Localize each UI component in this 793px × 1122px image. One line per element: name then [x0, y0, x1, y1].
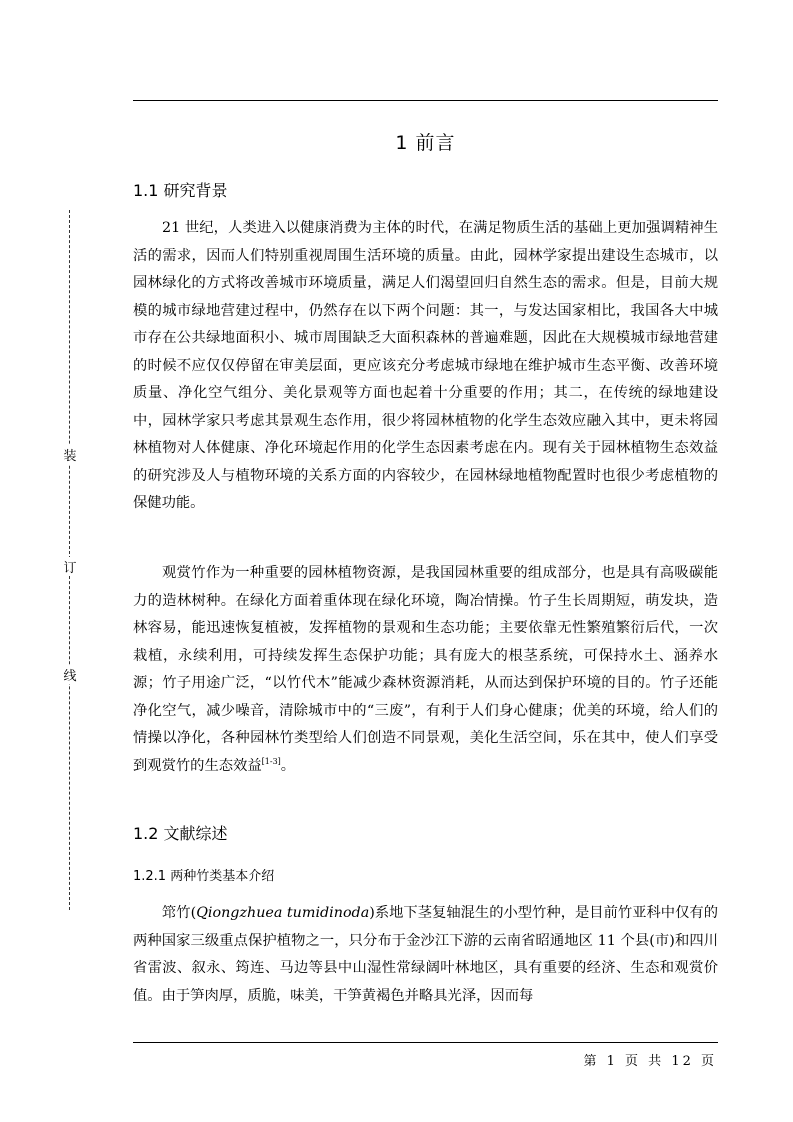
- paragraph-background: 21 世纪，人类进入以健康消费为主体的时代，在满足物质生活的基础上更加强调精神生活的需求，因而人们特别重视周围生活环境的质量。由此，园林学家提出建设生态城市，以园林绿化的方式将改善城市环境质量，满足人们渴望回归自然生态的需求。但是，目前大规模的城市绿地营建过程中，仍然存在以下两个问题：其一，与发达国家相比，我国各大中城市存在公共绿地面积小、城市周围缺乏大面积森林的普遍难题，因此在大规模城市绿地营建的时候不应仅仅停留在审美层面，更应该充分考虑城市绿地在维护城市生态平衡、改善环境质量、净化空气组分、美化景观等方面也起着十分重要的作用；其二，在传统的绿地建设中，园林学家只考虑其景观生态作用，很少将园林植物的化学生态效应融入其中，更未将园林植物对人体健康、净化环境起作用的化学生态因素考虑在内。现有关于园林植物生态效益的研究涉及人与植物环境的关系方面的内容较少，在园林绿地植物配置时也很少考虑植物的保健功能。: [133, 220, 718, 511]
- latin-name: Qiongzhuea tumidinoda: [196, 905, 370, 921]
- section-heading-1-2: 1.2 文献综述: [133, 824, 228, 843]
- paragraph-bamboo-text: 观赏竹作为一种重要的园林植物资源，是我国园林重要的组成部分，也是具有高吸碳能力的造林树种。在绿化方面着重体现在绿化环境，陶冶情操。竹子生长周期短，萌发块，造林容易，能迅速恢复植被，发挥植物的景观和生态功能；主要依靠无性繁殖繁衍后代，一次栽植，永续利用，可持续发挥生态保护功能；具有庞大的根茎系统，可保持水土、涵养水源；竹子用途广泛，“以竹代木”能减少森林资源消耗，从而达到保护环境的目的。竹子还能净化空气，减少噪音，清除城市中的“三废”，有利于人们身心健康；优美的环境，给人们的情操以净化，各种园林竹类型给人们创造不同景观，美化生活空间，乐在其中，使人们享受到观赏竹的生态效益: [133, 565, 718, 774]
- chapter-title: 1 前言: [395, 132, 456, 154]
- paragraph-bamboo-end: 。: [280, 757, 296, 774]
- binding-mark-zhuang: 装: [62, 445, 78, 464]
- page-footer: 第 1 页 共 12 页: [583, 1054, 717, 1069]
- paragraph-qiongzhu: [133, 900, 718, 1010]
- section-heading-1-1: 1.1 研究背景: [133, 181, 228, 200]
- paragraph-bamboo: [133, 560, 718, 780]
- citation: [1-3]: [261, 756, 281, 766]
- paragraph-qiongzhu-b: )系地下茎复轴混生的小型竹种，是目前竹亚科中仅有的两种国家三级重点保护植物之一，只分布于金沙江下游的云南省昭通地区 11 个县(市)和四川省雷波、叙永、筠连、马边等县中山湿性常绿阔叶林地区，具有重要的经济、生态和观赏价值。由于笋肉厚，质脆，味美，干笋黄褐色并略具光泽，因而每: [133, 905, 719, 1004]
- paragraph-qiongzhu-a: 筇竹(: [162, 905, 197, 921]
- footer-rule: [133, 1042, 718, 1043]
- binding-mark-ding: 订: [62, 557, 78, 576]
- header-rule: [133, 100, 718, 101]
- binding-mark-xian: 线: [62, 665, 78, 684]
- section-heading-1-2-1: 1.2.1 两种竹类基本介绍: [133, 869, 275, 884]
